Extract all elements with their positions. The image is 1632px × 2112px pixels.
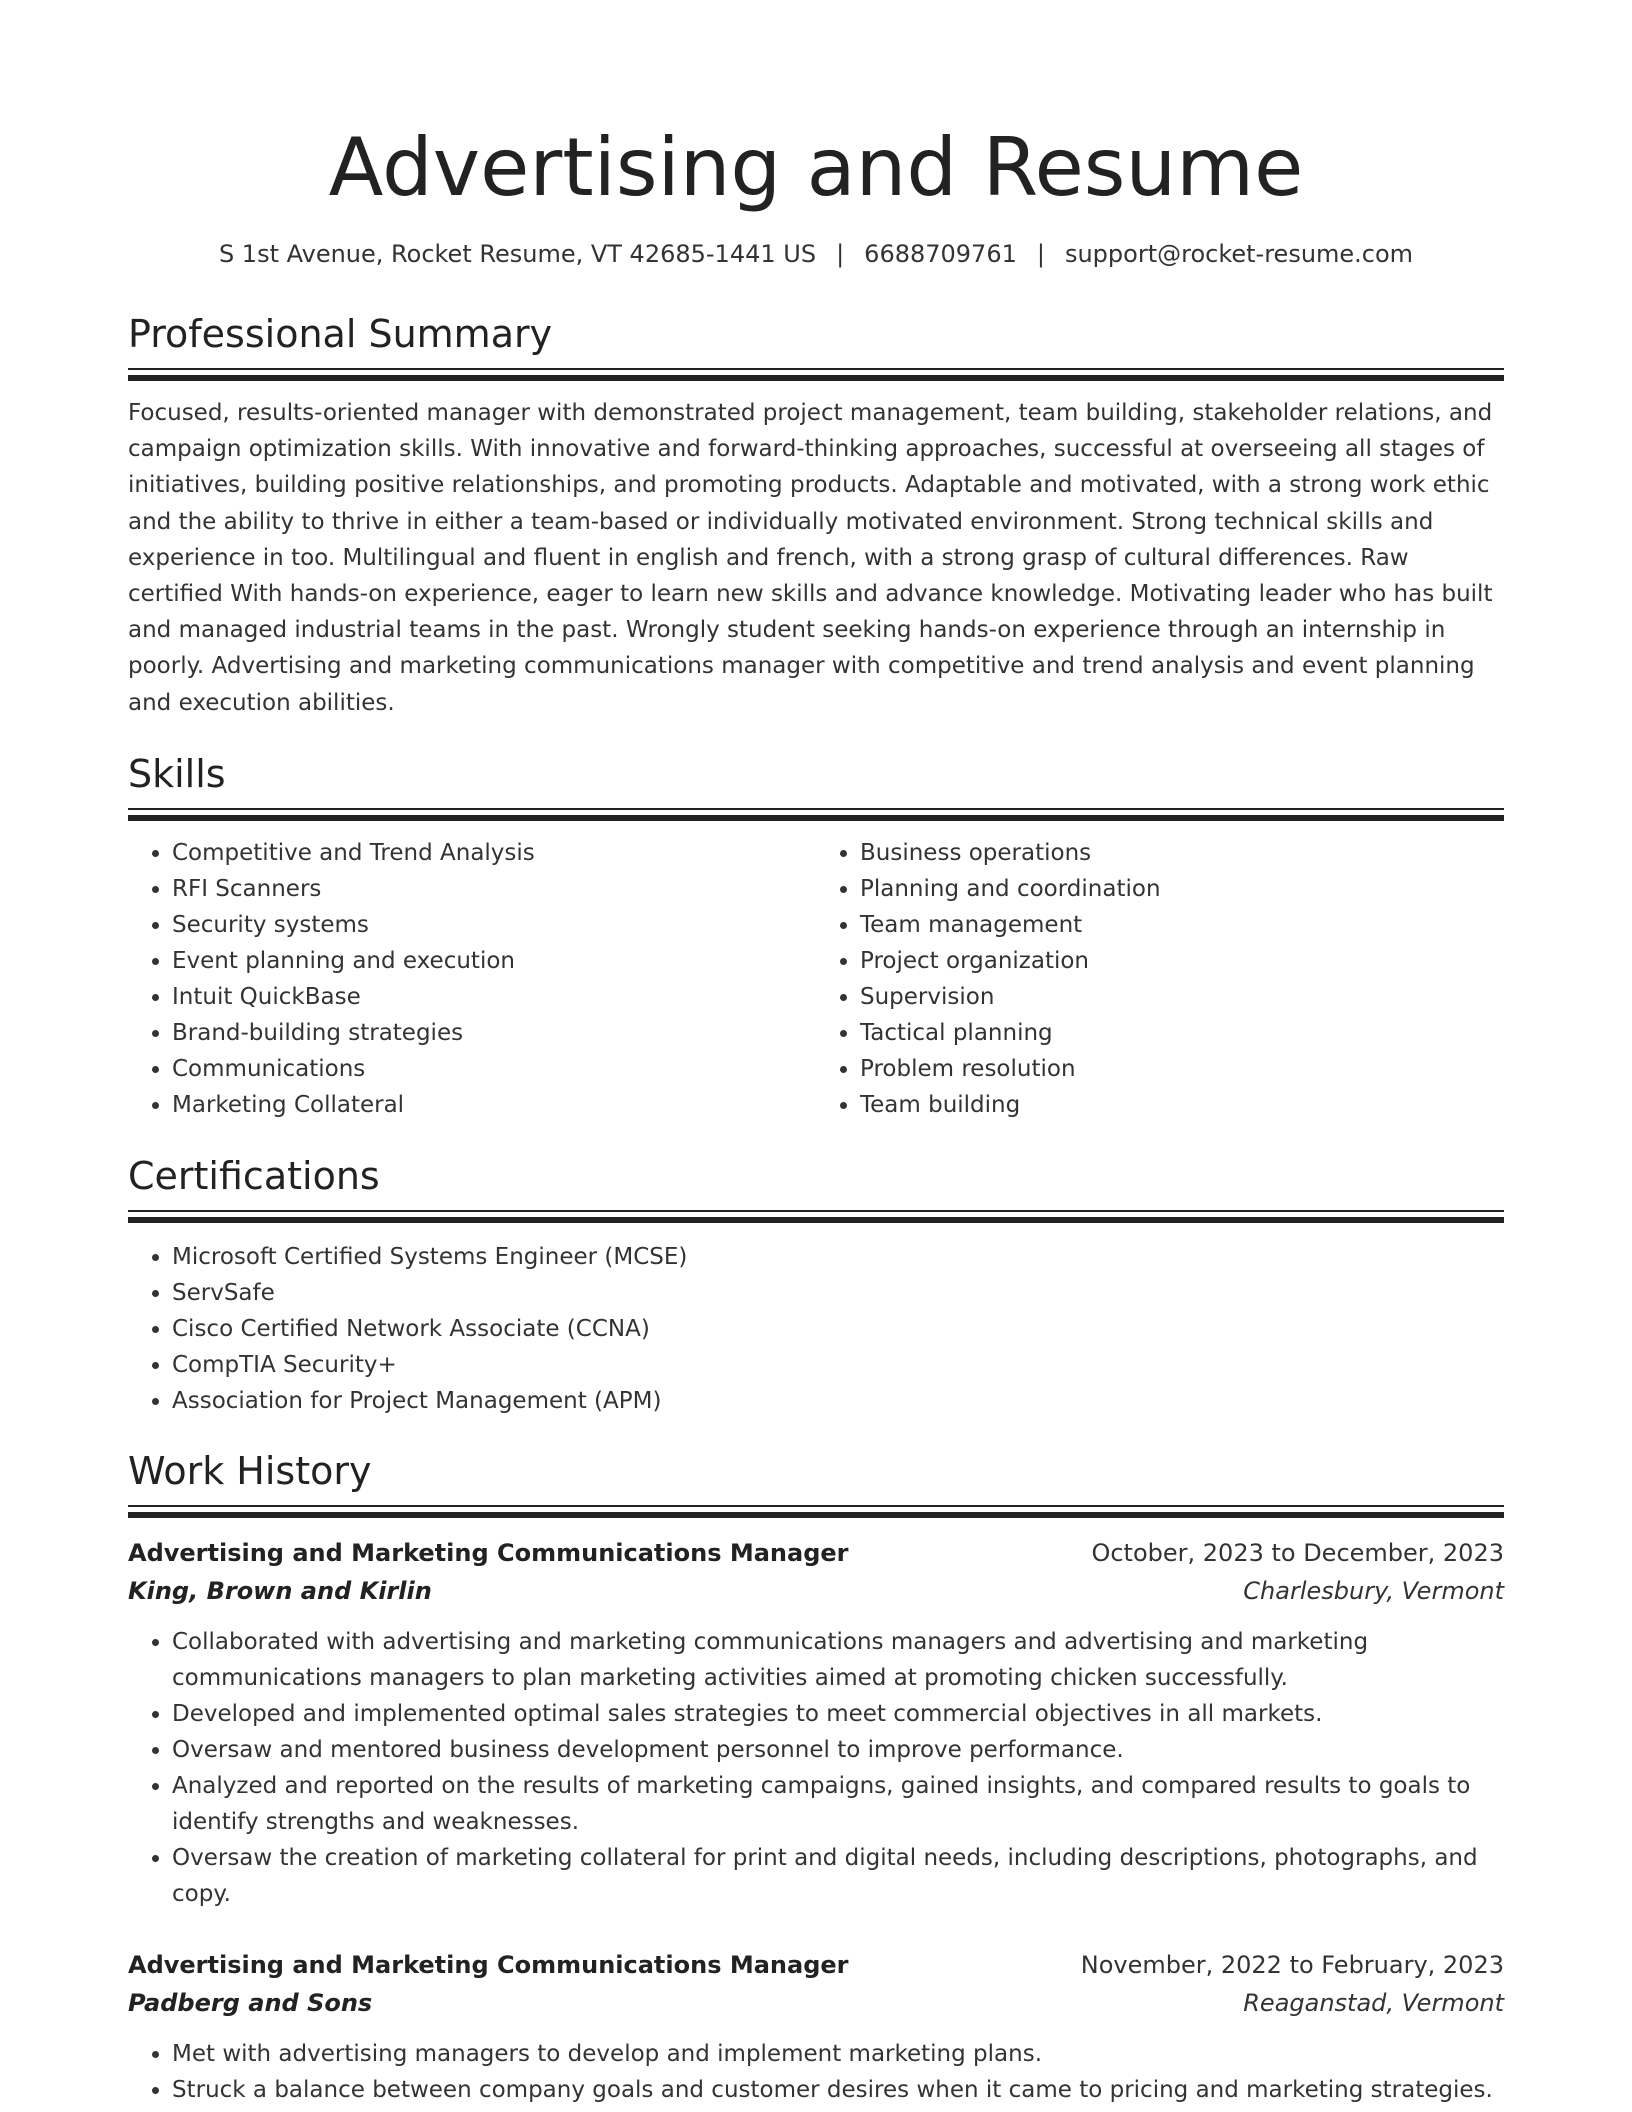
- skill-item: • Competitive and Trend Analysis: [172, 835, 816, 871]
- skill-item: • Event planning and execution: [172, 943, 816, 979]
- job-title: Advertising and Marketing Communications Manager: [128, 1538, 849, 1567]
- skill-item: • Problem resolution: [860, 1051, 1504, 1087]
- contact-phone: 6688709761: [864, 240, 1017, 268]
- job-bullet: • Developed and implemented optimal sales strategies to meet commercial objectives in all markets.: [172, 1696, 1504, 1732]
- skills-heading: Skills: [128, 751, 226, 796]
- job-entry: [128, 1534, 1504, 1912]
- section-divider: [128, 1505, 1504, 1518]
- contact-address: S 1st Avenue, Rocket Resume, VT 42685-1441 US: [218, 240, 817, 268]
- certification-item: • CompTIA Security+: [172, 1347, 1504, 1383]
- skill-item: • Project organization: [860, 943, 1504, 979]
- job-subheader: [128, 1984, 1504, 2022]
- skill-item: • Security systems: [172, 907, 816, 943]
- certification-item: • ServSafe: [172, 1275, 1504, 1311]
- certifications-heading: Certifications: [128, 1153, 380, 1198]
- resume-name: Advertising and Resume: [328, 121, 1304, 214]
- skills-grid: [128, 835, 1504, 1123]
- summary-section: [128, 310, 1504, 721]
- section-divider: [128, 1210, 1504, 1223]
- skill-item: • Team management: [860, 907, 1504, 943]
- job-title: Advertising and Marketing Communications Manager: [128, 1950, 849, 1979]
- work-history-heading: Work History: [128, 1448, 372, 1493]
- job-subheader: [128, 1572, 1504, 1610]
- skill-item: • Brand-building strategies: [172, 1015, 816, 1051]
- skill-item: • Business operations: [860, 835, 1504, 871]
- skill-item: • Communications: [172, 1051, 816, 1087]
- skill-item: • Tactical planning: [860, 1015, 1504, 1051]
- job-location: Charlesbury, Vermont: [1243, 1576, 1504, 1605]
- skill-item: • Supervision: [860, 979, 1504, 1015]
- skill-item: • Planning and coordination: [860, 871, 1504, 907]
- job-dates: November, 2022 to February, 2023: [1080, 1950, 1504, 1979]
- skill-item: • Team building: [860, 1087, 1504, 1123]
- job-company: Padberg and Sons: [128, 1988, 373, 2017]
- job-bullet: • Analyzed and reported on the results of marketing campaigns, gained insights, and compared results to goals to identify strengths and weaknesses.: [172, 1768, 1504, 1840]
- certifications-section: [128, 1152, 1504, 1419]
- section-divider: [128, 808, 1504, 821]
- contact-separator: |: [1036, 240, 1045, 268]
- job-dates: October, 2023 to December, 2023: [1091, 1538, 1504, 1567]
- job-bullet-list: [128, 1624, 1504, 1912]
- skill-item: • RFI Scanners: [172, 871, 816, 907]
- certification-item: • Cisco Certified Network Associate (CCNA): [172, 1311, 1504, 1347]
- section-divider: [128, 368, 1504, 381]
- certification-item: • Association for Project Management (APM): [172, 1383, 1504, 1419]
- job-location: Reaganstad, Vermont: [1243, 1988, 1504, 2017]
- certifications-list: [128, 1239, 1504, 1419]
- summary-text: Focused, results-oriented manager with demonstrated project management, team building, stakeholder relations, and campaign optimization skills. With innovative and forward-thinking approaches, successful at overseeing all stages of initiatives, building positive relationships, and promoting products. Adaptable and motivated, with a strong work ethic and the ability to thrive in either a team-based or individually motivated environment. Strong technical skills and experience in too. Multilingual and fluent in english and french, with a strong grasp of cultural differences. Raw certified With hands-on experience, eager to learn new skills and advance knowledge. Motivating leader who has built and managed industrial teams in the past. Wrongly student seeking hands-on experience through an internship in poorly. Advertising and marketing communications manager with competitive and trend analysis and event planning and execution abilities.: [128, 400, 1493, 716]
- job-header: [128, 1534, 1504, 1572]
- job-bullet: • Collaborated with advertising and marketing communications managers and advertising and marketing communications managers to plan marketing activities aimed at promoting chicken successfully.: [172, 1624, 1504, 1696]
- skills-list-left: [128, 835, 816, 1123]
- summary-heading: Professional Summary: [128, 312, 553, 356]
- skill-item: • Marketing Collateral: [172, 1087, 816, 1123]
- contact-separator: |: [836, 240, 845, 268]
- skills-list-right: [816, 835, 1504, 1123]
- certification-item: • Microsoft Certified Systems Engineer (MCSE): [172, 1239, 1504, 1275]
- contact-email: support@rocket-resume.com: [1064, 240, 1414, 268]
- work-history-section: [128, 1447, 1504, 2108]
- job-company: King, Brown and Kirlin: [128, 1576, 432, 1605]
- job-bullet: • Oversaw the creation of marketing collateral for print and digital needs, including descriptions, photographs, and copy.: [172, 1840, 1504, 1912]
- contact-line: [128, 238, 1504, 270]
- job-bullet-list: [128, 2036, 1504, 2108]
- resume-page: [128, 0, 1504, 2108]
- job-bullet: • Oversaw and mentored business development personnel to improve performance.: [172, 1732, 1504, 1768]
- job-header: [128, 1946, 1504, 1984]
- skills-section: [128, 750, 1504, 1123]
- job-bullet: • Struck a balance between company goals and customer desires when it came to pricing and marketing strategies.: [172, 2072, 1504, 2108]
- job-bullet: • Met with advertising managers to develop and implement marketing plans.: [172, 2036, 1504, 2072]
- skill-item: • Intuit QuickBase: [172, 979, 816, 1015]
- job-entry: [128, 1946, 1504, 2108]
